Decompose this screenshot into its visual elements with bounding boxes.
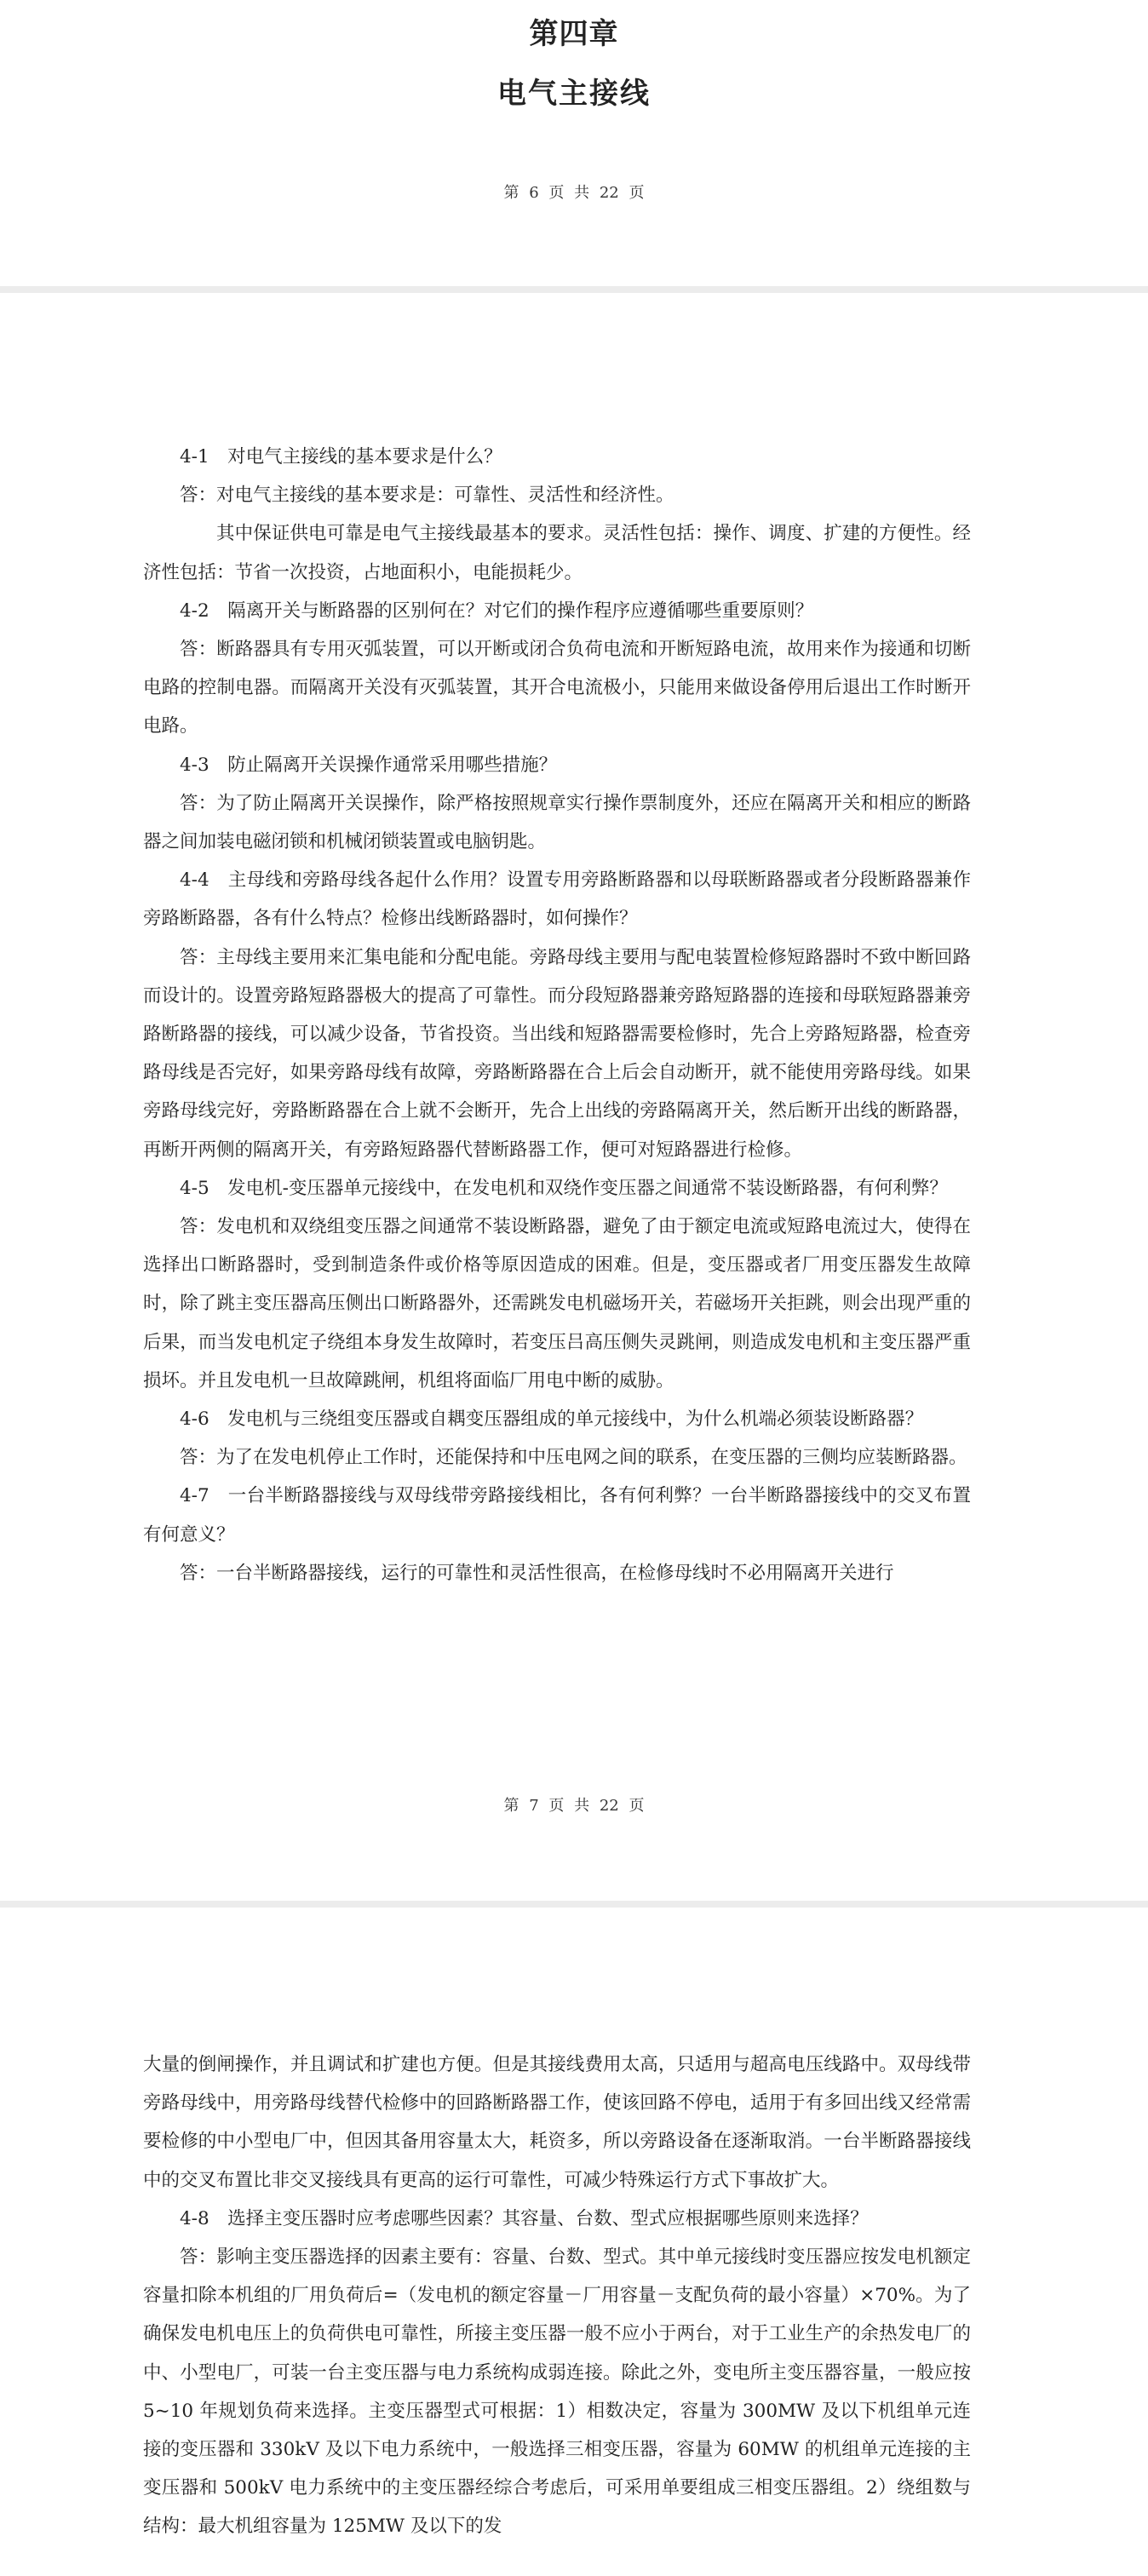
question-paragraph: 4-7 一台半断路器接线与双母线带旁路接线相比，各有何利弊？一台半断路器接线中的交叉布置有何意义？: [143, 1485, 971, 1546]
question-paragraph: 4-4 主母线和旁路母线各起什么作用？设置专用旁路断路器和以母联断路器或者分段断路器兼作旁路断路器，各有什么特点？检修出线断路器时，如何操作？: [143, 869, 971, 930]
page-body: [143, 2045, 971, 2546]
answer-paragraph: 答：为了防止隔离开关误操作，除严格按照规章实行操作票制度外，还应在隔离开关和相应的断路器之间加装电磁闭锁和机械闭锁装置或电脑钥匙。: [143, 792, 971, 853]
answer-paragraph: 答：断路器具有专用灭弧装置，可以开断或闭合负荷电流和开断短路电流，故用来作为接通和切断电路的控制电器。而隔离开关没有灭弧装置，其开合电流极小，只能用来做设备停用后退出工作时断开电路。: [143, 639, 971, 737]
answer-paragraph: 其中保证供电可靠是电气主接线最基本的要求。灵活性包括：操作、调度、扩建的方便性。经济性包括：节省一次投资，占地面积小，电能损耗少。: [143, 523, 971, 583]
question-paragraph: 4-6 发电机与三绕组变压器或自耦变压器组成的单元接线中，为什么机端必须装设断路器？: [180, 1408, 924, 1431]
chapter-title: 电气主接线: [497, 77, 651, 111]
answer-paragraph: 答：影响主变压器选择的因素主要有：容量、台数、型式。其中单元接线时变压器应按发电机额定容量扣除本机组的厂用负荷后=（发电机的额定容量－厂用容量－支配负荷的最小容量）×70%。为了确保发电机电压上的负荷供电可靠性，所接主变压器一般不应小于两台，对于工业生产的余热发电厂的中、小型电厂，可装一台主变压器与电力系统构成弱连接。除此之外，变电所主变压器容量，一般应按 5~10 年规划负荷来选择。主变压器型式可根据：1）相数决定，容量为 300MW 及以下机组单元连接的变压器和 330kV 及以下电力系统中，一般选择三相变压器，容量为 60MW 的机组单元连接的主变压器和 500kV 电力系统中的主变压器经综合考虑后，可采用单要组成三相变压器组。2）绕组数与结构：最大机组容量为 125MW 及以下的发: [143, 2246, 971, 2538]
page-7: [0, 293, 1148, 1901]
question-paragraph: 4-3 防止隔离开关误操作通常采用哪些措施？: [180, 754, 558, 776]
answer-paragraph: 答：主母线主要用来汇集电能和分配电能。旁路母线主要用与配电装置检修短路器时不致中断回路而设计的。设置旁路短路器极大的提高了可靠性。而分段短路器兼旁路短路器的连接和母联短路器兼旁路断路器的接线，可以减少设备，节省投资。当出线和短路器需要检修时，先合上旁路短路器，检查旁路母线是否完好，如果旁路母线有故障，旁路断路器在合上后会自动断开，就不能使用旁路母线。如果旁路母线完好，旁路断路器在合上就不会断开，先合上出线的旁路隔离开关，然后断开出线的断路器，再断开两侧的隔离开关，有旁路短路器代替断路器工作，便可对短路器进行检修。: [143, 946, 971, 1161]
answer-paragraph: 答：一台半断路器接线，运行的可靠性和灵活性很高，在检修母线时不必用隔离开关进行: [180, 1562, 894, 1584]
chapter-number: 第四章: [529, 17, 619, 51]
page-footer: 第 6 页 共 22 页: [503, 184, 645, 202]
answer-paragraph: 大量的倒闸操作，并且调试和扩建也方便。但是其接线费用太高，只适用与超高电压线路中。双母线带旁路母线中，用旁路母线替代检修中的回路断路器工作，使该回路不停电，适用于有多回出线又经常需要检修的中小型电厂中，但因其备用容量太大，耗资多，所以旁路设备在逐渐取消。一台半断路器接线中的交叉布置比非交叉接线具有更高的运行可靠性，可减少特殊运行方式下事故扩大。: [143, 2054, 971, 2191]
answer-paragraph: 答：发电机和双绕组变压器之间通常不装设断路器，避免了由于额定电流或短路电流过大，使得在选择出口断路器时，受到制造条件或价格等原因造成的困难。但是，变压器或者厂用变压器发生故障时，除了跳主变压器高压侧出口断路器外，还需跳发电机磁场开关，若磁场开关拒跳，则会出现严重的后果，而当发电机定子绕组本身发生故障时，若变压吕高压侧失灵跳闸，则造成发电机和主变压器严重损坏。并且发电机一旦故障跳闸，机组将面临厂用电中断的威胁。: [143, 1216, 971, 1391]
page-6: [0, 0, 1148, 286]
page-footer: 第 7 页 共 22 页: [503, 1797, 645, 1815]
question-paragraph: 4-1 对电气主接线的基本要求是什么？: [180, 446, 502, 468]
question-paragraph: 4-8 选择主变压器时应考虑哪些因素？其容量、台数、型式应根据哪些原则来选择？: [180, 2207, 869, 2229]
page-body: [143, 438, 971, 1592]
question-paragraph: 4-5 发电机-变压器单元接线中，在发电机和双绕作变压器之间通常不装设断路器，有何利弊？: [180, 1177, 948, 1199]
answer-paragraph: 答：为了在发电机停止工作时，还能保持和中压电网之间的联系，在变压器的三侧均应装断路器。: [180, 1447, 967, 1469]
answer-paragraph: 答：对电气主接线的基本要求是：可靠性、灵活性和经济性。: [180, 485, 674, 507]
page-8: [0, 1908, 1148, 2576]
question-paragraph: 4-2 隔离开关与断路器的区别何在？对它们的操作程序应遵循哪些重要原则？: [180, 600, 814, 622]
